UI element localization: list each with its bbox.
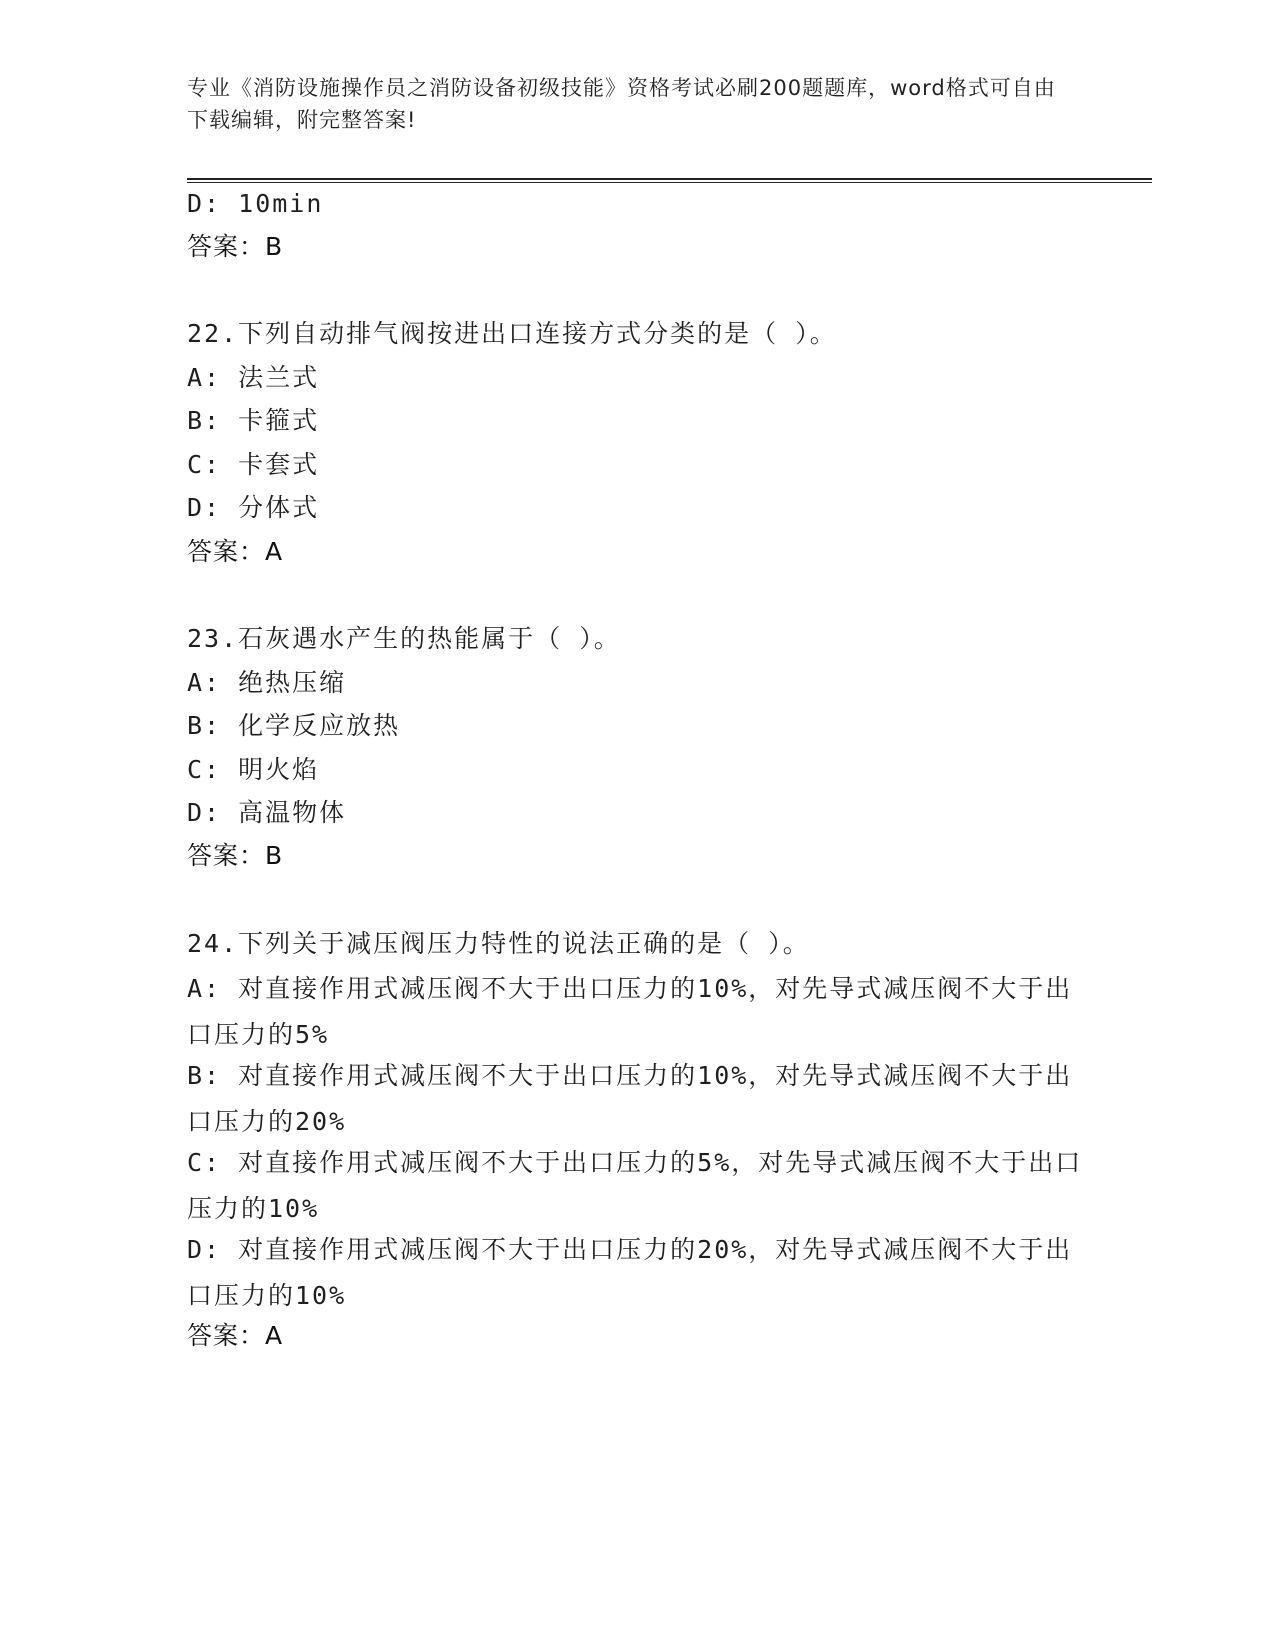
- document-header: 专业《消防设施操作员之消防设备初级技能》资格考试必刷200题题库，word格式可自由下载编辑，附完整答案!: [187, 76, 1056, 132]
- question-23-option-c: C: 明火焰: [187, 755, 320, 784]
- question-22-option-d: D: 分体式: [187, 493, 320, 522]
- question-22-answer: 答案：A: [187, 537, 284, 566]
- question-23-option-a: A: 绝热压缩: [187, 668, 347, 697]
- prev-answer: 答案：B: [187, 232, 284, 261]
- question-24-option-b: B: 对直接作用式减压阀不大于出口压力的10%，对先导式减压阀不大于出口压力的20%: [187, 1061, 1073, 1136]
- question-23-answer: 答案：B: [187, 841, 284, 870]
- question-24-answer: 答案：A: [187, 1321, 284, 1350]
- question-22-stem: 22.下列自动排气阀按进出口连接方式分类的是（ ）。: [187, 319, 837, 348]
- question-24-option-c: C: 对直接作用式减压阀不大于出口压力的5%，对先导式减压阀不大于出口压力的10%: [187, 1148, 1083, 1223]
- question-23-stem: 23.石灰遇水产生的热能属于（ ）。: [187, 624, 621, 653]
- header-divider: [187, 178, 1152, 183]
- question-23-option-d: D: 高温物体: [187, 798, 347, 827]
- question-22-option-b: B: 卡箍式: [187, 406, 320, 435]
- question-24-option-a: A: 对直接作用式减压阀不大于出口压力的10%，对先导式减压阀不大于出口压力的5%: [187, 974, 1073, 1049]
- question-24-option-d: D: 对直接作用式减压阀不大于出口压力的20%，对先导式减压阀不大于出口压力的10%: [187, 1235, 1073, 1310]
- question-24-stem: 24.下列关于减压阀压力特性的说法正确的是（ ）。: [187, 929, 810, 958]
- question-22-option-a: A: 法兰式: [187, 363, 320, 392]
- question-23-option-b: B: 化学反应放热: [187, 711, 401, 740]
- prev-option-d: D: 10min: [187, 189, 324, 218]
- question-22-option-c: C: 卡套式: [187, 450, 320, 479]
